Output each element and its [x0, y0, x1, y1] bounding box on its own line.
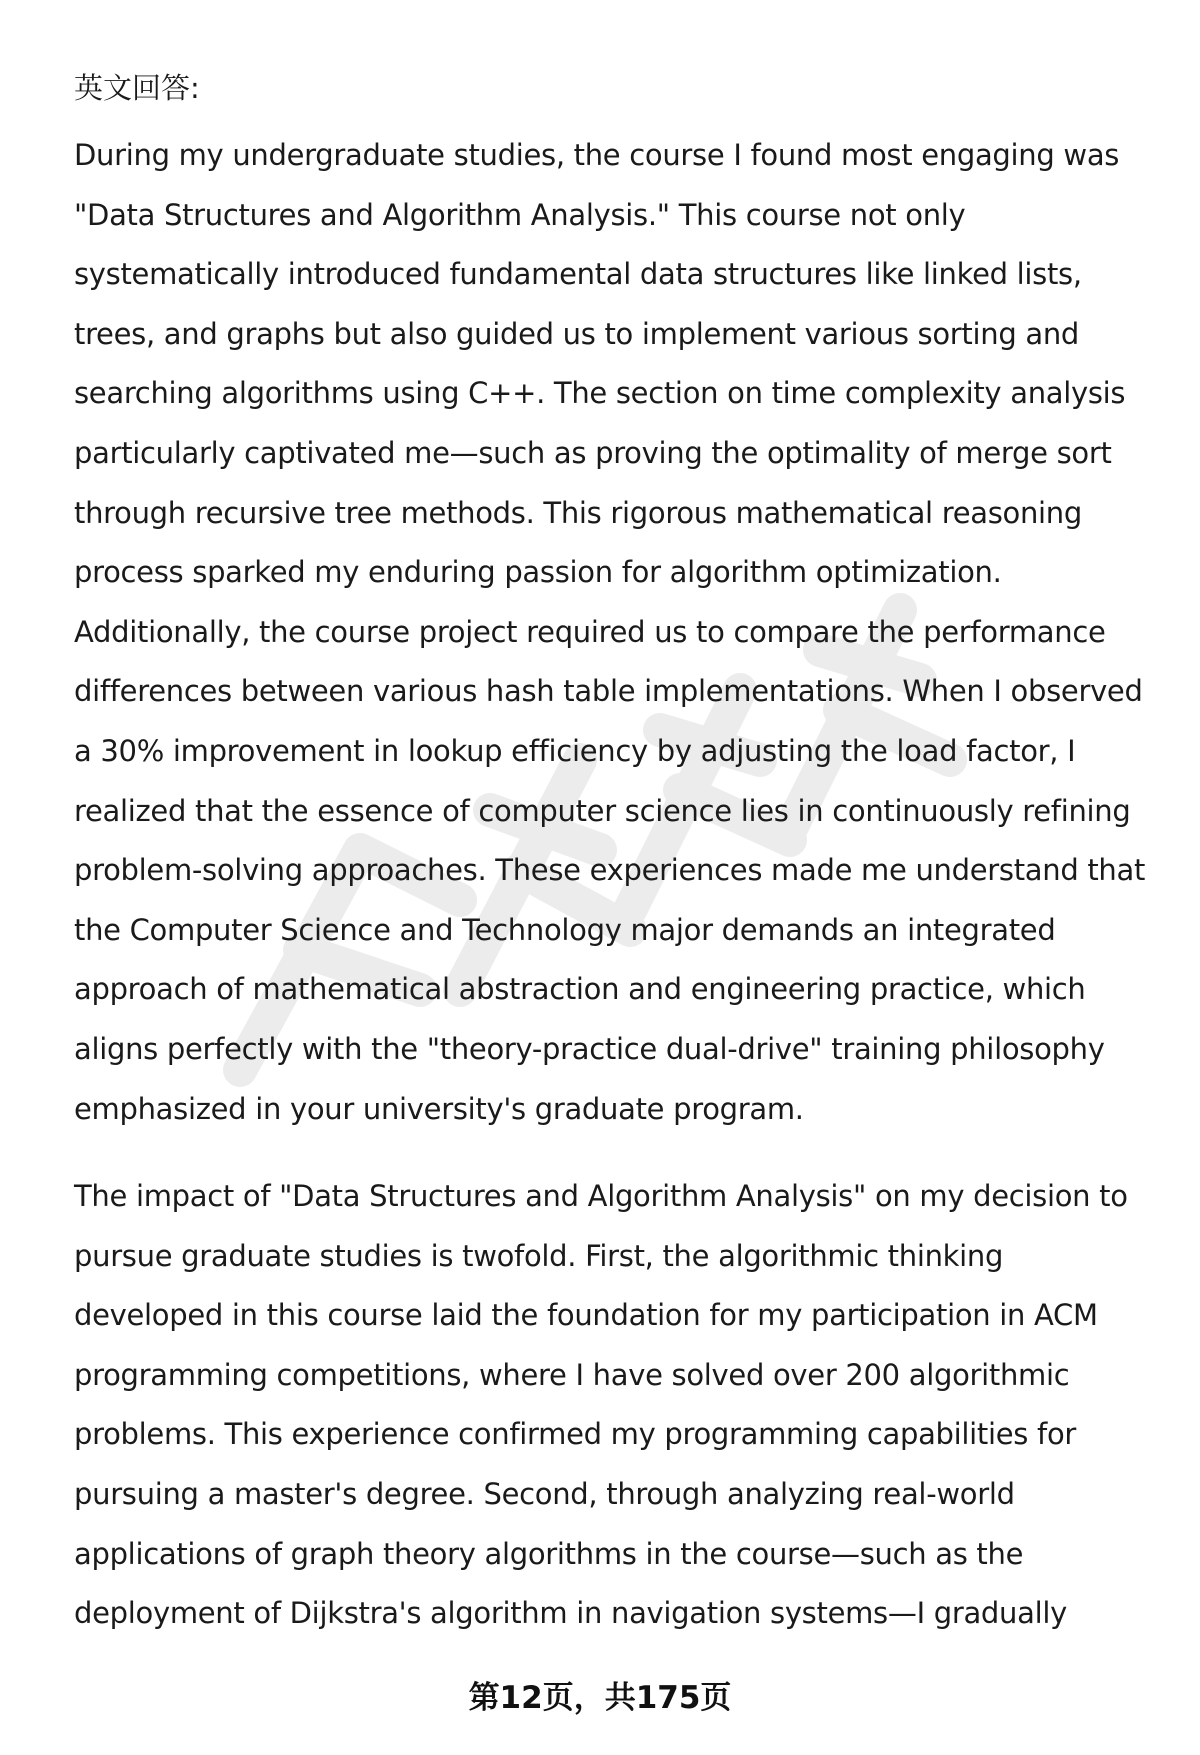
document-body [74, 64, 1144, 1644]
text-line: particularly captivated me—such as proving the optimality of merge sort [74, 435, 1112, 470]
text-line: realized that the essence of computer science lies in continuously refining [74, 793, 1131, 828]
text-line: During my undergraduate studies, the course I found most engaging was [74, 138, 1120, 172]
text-line: the Computer Science and Technology major demands an integrated [74, 912, 1056, 947]
text-line: pursuing a master's degree. Second, through analyzing real-world [74, 1477, 1015, 1512]
text-line: systematically introduced fundamental data structures like linked lists, [74, 257, 1082, 292]
text-line: trees, and graphs but also guided us to implement various sorting and [74, 316, 1080, 351]
text-line: through recursive tree methods. This rigorous mathematical reasoning [74, 495, 1082, 530]
paragraph-2 [74, 1167, 1144, 1644]
text-line: Additionally, the course project required us to compare the performance [74, 614, 1106, 649]
text-line: The impact of "Data Structures and Algorithm Analysis" on my decision to [74, 1179, 1128, 1214]
page-number-footer: 第12页，共175页 [468, 1680, 732, 1716]
text-line: applications of graph theory algorithms in the course—such as the [74, 1536, 1024, 1571]
text-line: deployment of Dijkstra's algorithm in navigation systems—I gradually [74, 1596, 1067, 1631]
text-line: process sparked my enduring passion for algorithm optimization. [74, 555, 1002, 590]
section-heading: 英文回答: [74, 71, 200, 105]
text-line: programming competitions, where I have solved over 200 algorithmic [74, 1357, 1070, 1392]
text-line: approach of mathematical abstraction and engineering practice, which [74, 972, 1086, 1007]
text-line: emphasized in your university's graduate program. [74, 1091, 804, 1126]
text-line: problem-solving approaches. These experiences made me understand that [74, 853, 1146, 888]
text-line: "Data Structures and Algorithm Analysis." This course not only [74, 197, 966, 232]
text-line: a 30% improvement in lookup efficiency by adjusting the load factor, I [74, 733, 1076, 768]
paragraph-1 [74, 126, 1144, 1139]
text-line: differences between various hash table implementations. When I observed [74, 674, 1143, 709]
text-line: aligns perfectly with the "theory-practice dual-drive" training philosophy [74, 1031, 1105, 1066]
text-line: searching algorithms using C++. The section on time complexity analysis [74, 376, 1126, 411]
text-line: developed in this course laid the foundation for my participation in ACM [74, 1298, 1098, 1333]
text-line: pursue graduate studies is twofold. First, the algorithmic thinking [74, 1238, 1004, 1273]
text-line: problems. This experience confirmed my programming capabilities for [74, 1417, 1077, 1452]
